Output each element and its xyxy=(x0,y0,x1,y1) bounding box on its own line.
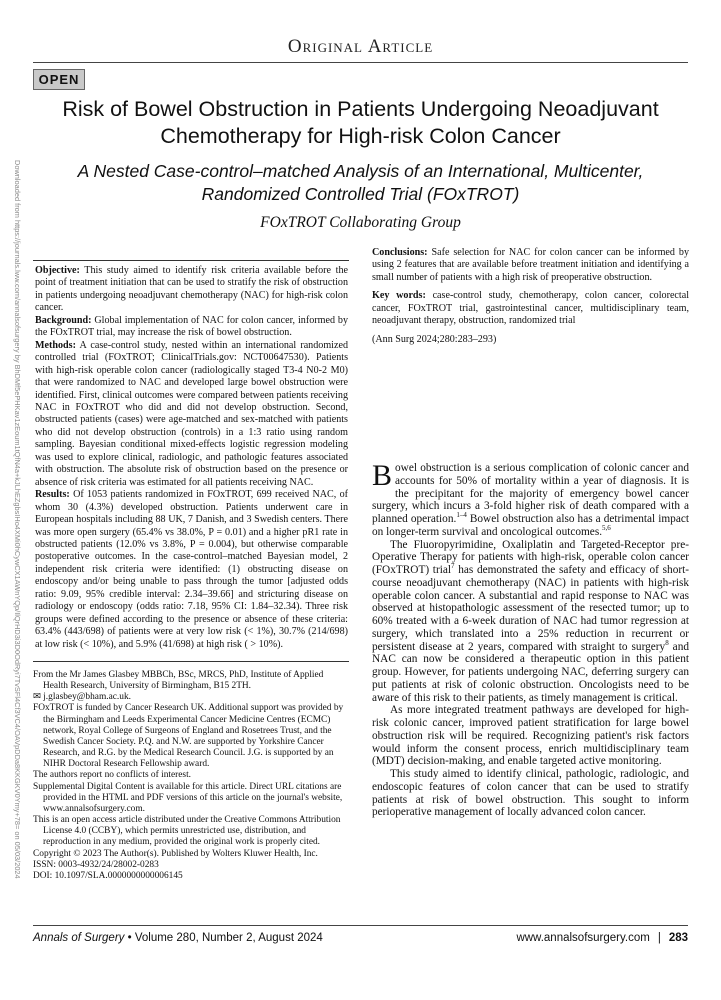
results-text: Of 1053 patients randomized in FOxTROT, 699 received NAC, of whom 30 (4.3%) developed obstruction. Patients underwent care in European hospitals including 88 UK, 7 Danish, and 3 Swedish centers. There was more open surgery (65.4% vs 38.0%, P = 0.01) and a higher pR1 rate in obstructed patients (12.0% vs 3.8%, P = 0.004), but otherwise comparable postoperative outcomes. In the case-control–matched Bayesian model, 2 independent risk criteria were identified: (1) obstructing disease on endoscopy and/or being unable to pass through the tumor [adjusted odds ratio: 9.09, 95% credible interval: 2.34–39.66] and stricturing disease on radiology or endoscopy (odds ratio: 7.18, 95% CI: 1.84–32.34). Three risk groups were defined according to the presence or absence of these criteria: 63.4% (443/698) of patients were at very low risk (< 1%), 30.7% (214/698) at low risk (< 10%), and 5.9% (41/698) at high risk ( > 10%). xyxy=(35,489,348,650)
footnote-doi[interactable]: DOI: 10.1097/SLA.0000000000006145 xyxy=(33,870,183,881)
ref-5-6[interactable]: 5,6 xyxy=(602,523,611,532)
results-label: Results: xyxy=(35,489,70,501)
abstract-left-column xyxy=(35,265,348,651)
abstract-background xyxy=(35,315,348,340)
body-paragraph-4: This study aimed to identify clinical, pathologic, radiologic, and endoscopic features of colon cancer that can be used to stratify patients at risk of bowel obstruction. This sought to inform perioperative management of locally advanced colon cancer. xyxy=(372,768,689,819)
footnote-conflicts: The authors report no conflicts of interest. xyxy=(33,770,192,781)
body-p1-text: owel obstruction is a serious complication of colonic cancer and accounts for 50% of mortality within a year of diagnosis. It is the precipitant for the majority of emergency bowel cancer surgery, which incurs a 3-fold higher risk of death compared with a planned operation. xyxy=(372,462,689,525)
methods-text: A case-control study, nested within an international randomized controlled trial (FOxTROT; ClinicalTrials.gov: NCT00647530). Patients with high-risk operable colon cancer (radiologically staged T3-4 N0-2 M0) that were randomized to NAC and developed large bowel obstruction were identified. First, clinical outcomes were compared between patients receiving NAC in FOxTROT who did and did not develop obstruction. Second, obstructed patients (cases) were age-matched and sex-matched with patients who did not develop obstruction (controls) in a 1:3 ratio using random sampling. Bayesian conditional mixed-effects logistic regression modeling was used to explore clinical, radiologic, and pathologic features associated with obstruction. The absolute risk of obstruction based on the presence or absence of risk criteria was estimated for all patients receiving NAC. xyxy=(35,339,348,488)
footnote-email[interactable]: ✉ j.glasbey@bham.ac.uk. xyxy=(33,692,131,703)
footnotes xyxy=(33,670,349,882)
issue-info: • Volume 280, Number 2, August 2024 xyxy=(127,932,323,944)
footer-separator: | xyxy=(657,932,661,944)
conclusions-label: Conclusions: xyxy=(372,247,428,258)
methods-label: Methods: xyxy=(35,339,76,351)
footnote-copyright: Copyright © 2023 The Author(s). Published by Wolters Kluwer Health, Inc. xyxy=(33,848,318,859)
ref-8[interactable]: 8 xyxy=(665,638,669,647)
keywords-text: case-control study, chemotherapy, colon cancer, colorectal cancer, FOxTROT trial, gastrointestinal cancer, multidisciplinary team, neoadjuvant therapy, obstruction, randomized trial xyxy=(372,290,689,327)
footnote-funding: FOxTROT is funded by Cancer Research UK. Additional support was provided by the Birmingham and Leeds Experimental Cancer Medicine Centres (ECMC) network, Royal College of Surgeons of England and Rosetrees Trust, and the Swedish Cancer Society. P.Q. and N.W. are supported by Yorkshire Cancer Research, and R.G. by the Medical Research Council. J.G. is supported by an NIHR Doctoral Research Fellowship award. xyxy=(33,703,344,770)
keywords-label: Key words: xyxy=(372,290,426,302)
body-p2c-text: and NAC can now be considered a therapeutic option in this patient group. However, for patients undergoing NAC, deferring surgery can put patients at risk of colonic obstruction. Oncologists need to be aware of this risk to their patients, as timely management is critical. xyxy=(372,640,689,704)
section-heading: Original Article xyxy=(287,36,434,57)
download-watermark-text: Downloaded from https://journals.lww.com/annalsofsurgery by BhDMf5ePHKav1zEoum1tQfN4a+kJLhEZgbsIHo4XMi0hCywCX1AWnYQp/IlQrHD3i3D0OdRyi7TvSFl4Cf3VC4/OAVpDDa8KKGKV0Ymy+78= on 05/03/2024 xyxy=(13,160,22,879)
ref-1-4[interactable]: 1–4 xyxy=(456,511,467,520)
page-number: 283 xyxy=(668,932,688,944)
abstract-methods xyxy=(35,340,348,489)
page-footer xyxy=(516,932,688,944)
abstract-conclusions xyxy=(372,247,689,284)
ref-7[interactable]: 7 xyxy=(451,562,455,571)
drop-cap: B xyxy=(372,459,393,492)
body-paragraph-3: As more integrated treatment pathways are developed for high-risk colonic cancer, improved patient stratification for large bowel obstruction risk will be required. Recognizing patient's risk factors would inform the consent process, enrich multidisciplinary team (MDT) decision-making, and enable targeted active monitoring. xyxy=(372,704,689,768)
abstract-keywords xyxy=(372,290,689,327)
background-text: Global implementation of NAC for colon cancer, informed by the FOxTROT trial, may increase the risk of bowel obstruction. xyxy=(35,314,348,339)
objective-label: Objective: xyxy=(35,265,80,276)
abstract-right-column xyxy=(372,247,689,346)
conclusions-text: Safe selection for NAC for colon cancer can be informed by using 2 features that are available before treatment initiation and identifying a small number of patients with a high risk of preoperative obstruction. xyxy=(372,247,689,283)
article-subtitle: A Nested Case-control–matched Analysis of an International, Multicenter, Randomized Controlled Trial (FOxTROT) xyxy=(77,161,644,204)
footnote-affiliation: From the Mr James Glasbey MBBCh, BSc, MRCS, PhD, Institute of Applied Health Research, University of Birmingham, B15 2TH. xyxy=(33,670,324,692)
footer-rule xyxy=(33,925,688,926)
footnote-issn: ISSN: 0003-4932/24/28002-0283 xyxy=(33,859,159,870)
journal-name: Annals of Surgery xyxy=(33,932,125,944)
citation: (Ann Surg 2024;280:283–293) xyxy=(372,333,497,345)
body-paragraph-1 xyxy=(372,459,689,539)
body-text xyxy=(372,459,689,819)
abstract-objective xyxy=(35,265,348,315)
abstract-results xyxy=(35,489,348,651)
journal-footer xyxy=(33,932,323,944)
footnote-supplemental: Supplemental Digital Content is available for this article. Direct URL citations are provided in the HTML and PDF versions of this article on the journal's website, www.annalsofsurgery.com. xyxy=(33,781,343,814)
background-label: Background: xyxy=(35,314,92,326)
objective-text: This study aimed to identify risk criteria available before the point of treatment initiation that can be used to stratify the risk of obstruction in patients undergoing neoadjuvant chemotherapy (NAC) for high-risk colon cancer. xyxy=(35,265,348,314)
body-p2b-text: has demonstrated the safety and efficacy of short-course neoadjuvant chemotherapy (NAC) in patients with high-risk operable colon cancer. A substantial and rapid response to NAC was observed at histopathologic assessment of the resected tumor; up to 60% treated with a 6-week duration of NAC had tumor regression at surgery, which translated into a 25% reduction in recurrent or persistent disease at 2 years, compared with straight to surgery xyxy=(372,564,689,653)
footnote-license: This is an open access article distributed under the Creative Commons Attribution License 4.0 (CCBY), which permits unrestricted use, distribution, and reproduction in any medium, provided the original work is properly cited. xyxy=(33,815,341,848)
body-paragraph-2 xyxy=(372,539,689,705)
open-access-badge: OPEN xyxy=(33,69,85,90)
download-watermark xyxy=(9,160,21,970)
header-rule xyxy=(33,62,688,63)
body-p1b-text: Bowel obstruction also has a detrimental impact on longer-term survival and oncological outcomes. xyxy=(372,513,689,538)
author-group: FOxTROT Collaborating Group xyxy=(260,214,461,231)
article-title: Risk of Bowel Obstruction in Patients Undergoing Neoadjuvant Chemotherapy for High-risk Colon Cancer xyxy=(62,97,659,148)
journal-url[interactable]: www.annalsofsurgery.com xyxy=(516,932,650,944)
body-p2a-text: The Fluoropyrimidine, Oxaliplatin and Targeted-Receptor pre-Operative Therapy for patients with high-risk, operable colon cancer (FOxTROT) trial xyxy=(372,538,689,576)
